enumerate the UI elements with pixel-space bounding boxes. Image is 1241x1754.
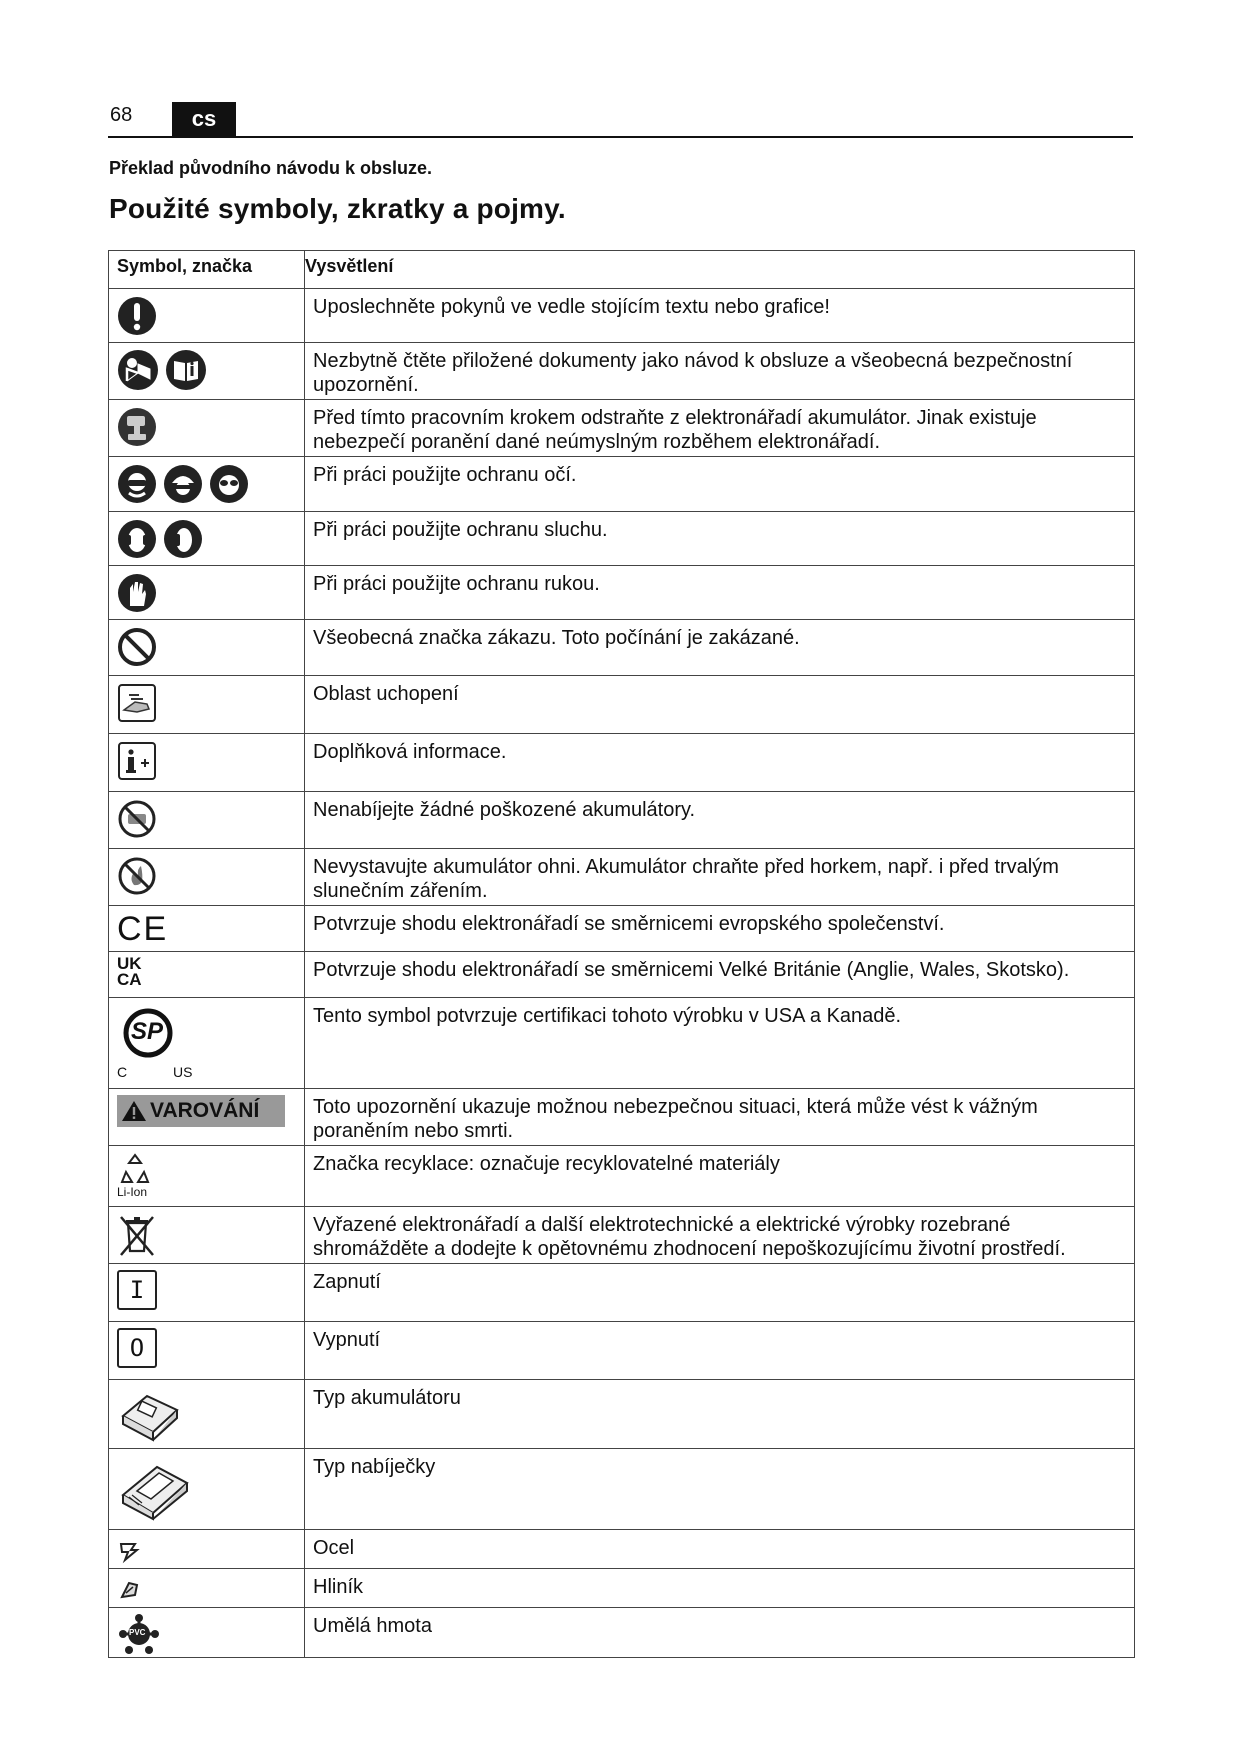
aluminium-material-icon (117, 1577, 143, 1603)
table-row (109, 792, 1135, 849)
plastic-pvc-icon (117, 1614, 161, 1654)
charger-icon (117, 1455, 191, 1521)
ear-protection-icon (163, 518, 203, 560)
warning-triangle-icon (121, 1099, 147, 1123)
row-explanation: Před tímto pracovním krokem odstraňte z elektronářadí akumulátor. Jinak existuje nebezpečí poranění dané neúmyslným rozběhem elektronářadí. (305, 400, 1135, 457)
table-row (109, 676, 1135, 734)
table-row (109, 566, 1135, 620)
row-explanation: Hliník (305, 1569, 1135, 1608)
row-explanation: Uposlechněte pokynů ve vedle stojícím textu nebo grafice! (305, 289, 1135, 343)
row-explanation: Tento symbol potvrzuje certifikaci tohoto výrobku v USA a Kanadě. (305, 998, 1135, 1089)
table-row (109, 1530, 1135, 1569)
row-explanation: Potvrzuje shodu elektronářadí se směrnicemi Velké Británie (Anglie, Wales, Skotsko). (305, 952, 1135, 998)
table-row (109, 734, 1135, 792)
row-explanation: Zapnutí (305, 1264, 1135, 1322)
csa-mark-icon (117, 1004, 197, 1082)
symbols-table (108, 250, 1135, 1658)
ce-mark-icon: CE (117, 910, 169, 948)
recycling-arrows-icon (117, 1152, 153, 1186)
helmet-visor-icon (163, 463, 203, 505)
table-row (109, 998, 1135, 1089)
csa-c-label: C (117, 1064, 128, 1080)
table-row (109, 1608, 1135, 1658)
crossed-bin-icon (117, 1213, 157, 1259)
csa-us-label: US (173, 1064, 193, 1080)
battery-pack-icon (117, 1386, 183, 1444)
table-header-row (109, 251, 1135, 289)
header-rule (108, 136, 1133, 138)
power-off-icon (117, 1328, 157, 1368)
warning-label-icon (117, 1095, 285, 1127)
table-row (109, 1322, 1135, 1380)
power-on-label: I (129, 1276, 145, 1304)
row-explanation: Vyřazené elektronářadí a další elektrotechnické a elektrické výrobky rozebrané shromážděte a dodejte k opětovnému zhodnocení nepoškozujícímu životní prostředí. (305, 1207, 1135, 1264)
table-row (109, 343, 1135, 400)
table-row (109, 289, 1135, 343)
row-explanation: Nenabíjejte žádné poškozené akumulátory. (305, 792, 1135, 849)
steel-material-icon (117, 1538, 143, 1564)
row-explanation: Při práci použijte ochranu sluchu. (305, 512, 1135, 566)
row-explanation: Typ nabíječky (305, 1449, 1135, 1530)
column-header-explanation: Vysvětlení (305, 251, 1135, 289)
ukca-top: UK (117, 954, 142, 973)
table-row (109, 512, 1135, 566)
safety-goggles-icon (209, 463, 249, 505)
read-manual-icon (117, 349, 159, 391)
no-charge-damaged-battery-icon (117, 798, 157, 840)
column-header-symbol: Symbol, značka (109, 251, 305, 289)
table-row (109, 849, 1135, 906)
table-row (109, 1089, 1135, 1146)
table-row (109, 906, 1135, 952)
face-shield-icon (117, 463, 157, 505)
page-title: Použité symboly, zkratky a pojmy. (109, 193, 566, 224)
table-row (109, 1264, 1135, 1322)
warning-label-text: VAROVÁNÍ (150, 1099, 260, 1122)
table-row (109, 1569, 1135, 1608)
row-explanation: Při práci použijte ochranu rukou. (305, 566, 1135, 620)
row-explanation: Umělá hmota (305, 1608, 1135, 1658)
row-explanation: Potvrzuje shodu elektronářadí se směrnicemi evropského společenství. (305, 906, 1135, 952)
row-explanation: Nezbytně čtěte přiložené dokumenty jako návod k obsluze a všeobecná bezpečnostní upozornění. (305, 343, 1135, 400)
no-fire-battery-icon (117, 855, 157, 897)
document-subtitle: Překlad původního návodu k obsluze. (109, 158, 433, 178)
row-explanation: Typ akumulátoru (305, 1380, 1135, 1449)
row-explanation: Toto upozornění ukazuje možnou nebezpečnou situaci, která může vést k vážným poraněním nebo smrti. (305, 1089, 1135, 1146)
row-explanation: Při práci použijte ochranu očí. (305, 457, 1135, 512)
remove-battery-icon (117, 406, 157, 448)
power-on-icon (117, 1270, 157, 1310)
row-explanation: Ocel (305, 1530, 1135, 1569)
row-explanation: Všeobecná značka zákazu. Toto počínání je zakázané. (305, 620, 1135, 676)
ear-muffs-icon (117, 518, 157, 560)
info-booklet-icon (165, 349, 207, 391)
gloves-icon (117, 572, 157, 614)
row-explanation: Vypnutí (305, 1322, 1135, 1380)
warning-exclamation-icon (117, 295, 157, 337)
row-explanation: Nevystavujte akumulátor ohni. Akumulátor chraňte před horkem, např. i před trvalým slunečním zářením. (305, 849, 1135, 906)
additional-info-icon (117, 740, 157, 782)
grip-area-icon (117, 682, 157, 724)
table-row (109, 1449, 1135, 1530)
table-row (109, 1146, 1135, 1207)
page-number: 68 (110, 104, 133, 126)
table-row (109, 1380, 1135, 1449)
ukca-bottom: CA (117, 970, 142, 989)
pvc-label: PVC (129, 1628, 146, 1637)
table-row (109, 400, 1135, 457)
table-row (109, 1207, 1135, 1264)
power-off-label: O (129, 1334, 145, 1362)
csa-letters: SP (131, 1018, 164, 1045)
table-row (109, 620, 1135, 676)
row-explanation: Doplňková informace. (305, 734, 1135, 792)
prohibition-icon (117, 626, 157, 668)
language-badge: cs (172, 102, 236, 136)
row-explanation: Oblast uchopení (305, 676, 1135, 734)
li-ion-label: Li-Ion (117, 1185, 148, 1199)
table-row (109, 952, 1135, 998)
recycling-li-ion-icon (117, 1152, 157, 1198)
row-explanation: Značka recyklace: označuje recyklovatelné materiály (305, 1146, 1135, 1207)
ukca-mark-icon (117, 956, 300, 988)
table-row (109, 457, 1135, 512)
